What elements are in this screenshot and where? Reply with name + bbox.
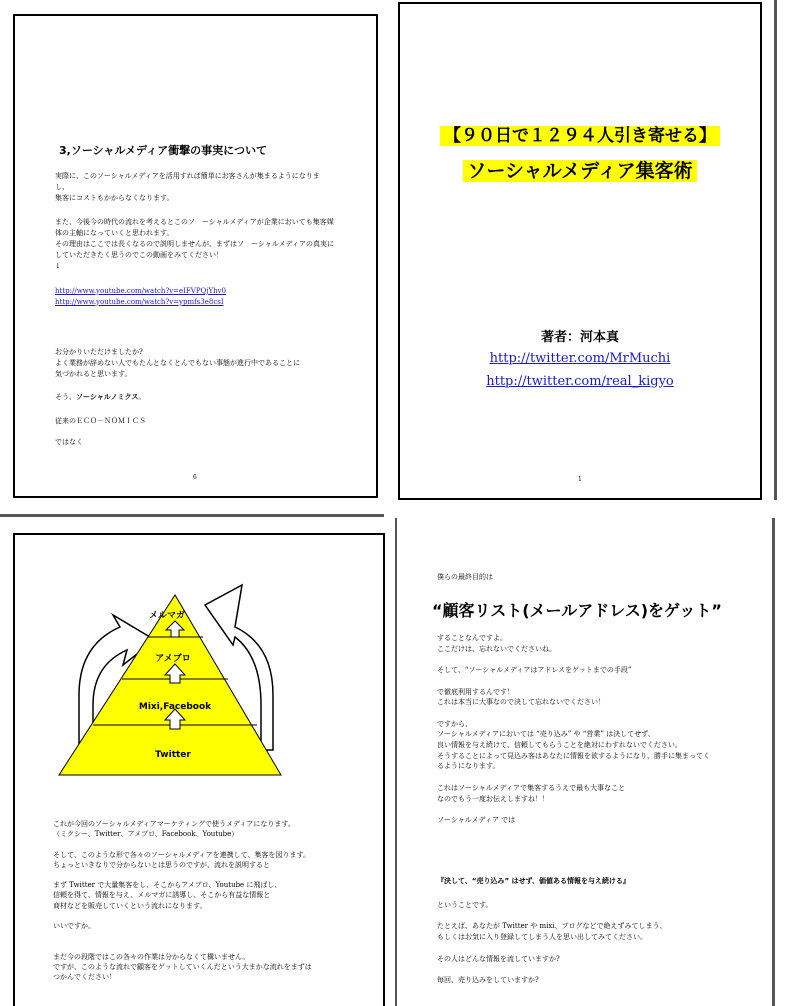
text-line: ↓ — [55, 262, 61, 270]
vertical-divider-right — [774, 0, 777, 500]
youtube-link-2[interactable]: http://www.youtube.com/watch?v=ypmfs3e8csI — [55, 298, 224, 306]
text-line: つかんでください！ — [53, 973, 116, 982]
title-page — [398, 2, 762, 500]
text-line: その理由はここでは長くなるので説明しませんが、まずはソ ーシャルメディアの真実に — [55, 240, 334, 248]
text-line: 実際に、このソーシャルメディアを活用すれば簡単にお客さんが集まるようになりま — [55, 172, 320, 180]
text-line — [437, 804, 710, 815]
text-line: 気づかれると思います。 — [55, 370, 132, 378]
text-line: たとえば、あなたが Twitter や mixi、ブログなどで絶えずみてしまう、 — [437, 922, 667, 931]
text-line: 信頼を得て、情報を与え、メルマガに誘導し、そこから有益な情報と — [53, 891, 271, 900]
intro-line: 僕らの最終目的は — [437, 573, 493, 581]
text-line: （ミクシー、Twitter、アメブロ、Facebook、Youtube） — [53, 830, 239, 839]
text-line: ここだけは、忘れないでくださいね。 — [437, 644, 556, 653]
text-line — [53, 911, 312, 921]
not-line: ではなく — [55, 438, 83, 446]
text-line: 体の主軸になっていくと思われます。 — [55, 229, 174, 237]
vertical-divider-mid — [395, 518, 397, 1006]
text-line: ソーシャルメディアにおいては “売り込み” や “営業” は決してせず、 — [437, 730, 655, 739]
text-line: いいですか。 — [53, 922, 95, 931]
document-page-6 — [13, 14, 378, 498]
title-highlight-1: 【９０日で１２９４人引き寄せる】 — [440, 126, 720, 146]
key-principle: 『決して、“売り込み” はせず、価値ある情報を与え続ける』 — [437, 877, 630, 885]
youtube-links — [55, 286, 226, 308]
paragraph-3 — [55, 347, 300, 380]
body-text — [53, 819, 312, 982]
text-line — [437, 676, 710, 687]
text-line: 毎回、売り込みをしていますか? — [437, 975, 539, 984]
body-text-1 — [437, 633, 710, 826]
socionomics-line — [55, 392, 145, 403]
text-line: ちょっといきなりで分からないとは思うのですが、流れを説明すると — [53, 860, 270, 869]
text-line: そして、このような形で各々のソーシャルメディアを連携して、集客を図ります。 — [53, 850, 310, 859]
text-line — [53, 931, 312, 941]
text-line: まず Twitter で大量集客をし、そこからアメブロ、Youtube に飛ばし、 — [53, 881, 282, 890]
text-line — [53, 870, 312, 880]
pyramid-label-mixi-facebook: Mixi,Facebook — [138, 702, 212, 712]
text-line: ですが、このような流れで顧客をゲットしていくんだという大まかな流れをまずは — [53, 962, 312, 971]
author-name: 著者：河本真 — [540, 330, 619, 345]
book-title-line-2 — [400, 156, 760, 183]
text-line: なのでもう一度お伝えしますね！！ — [437, 794, 549, 803]
text-suffix: 。 — [138, 393, 146, 401]
pyramid-label-ameblo: アメブロ — [155, 654, 191, 664]
paragraph-2 — [55, 217, 334, 272]
text-line: また、今後今の時代の流れを考えるとこのソ ーシャルメディアが企業においても集客媒 — [55, 218, 334, 226]
text-line: することなんですよ。 — [437, 634, 507, 642]
text-line — [437, 964, 667, 975]
twitter-link-1[interactable]: http://twitter.com/MrMuchi — [489, 351, 671, 366]
media-pyramid-page — [13, 533, 385, 1006]
page-number: 6 — [193, 474, 197, 481]
goal-heading: “顧客リスト(メールアドレス)をゲット” — [432, 601, 722, 620]
vertical-divider-far-right — [772, 518, 775, 1006]
text-line: そして、“ソーシャルメディアはアドレスをゲットまでの手段” — [437, 666, 632, 675]
text-line: 良い情報を与え続けて、信頼してもらうことを絶対にわすれないでください。 — [437, 741, 682, 750]
text-line: これは本当に大事なので決して忘れないでください！ — [437, 698, 605, 707]
text-line: その人はどんな情報を流していますか? — [437, 954, 560, 963]
youtube-link-1[interactable]: http://www.youtube.com/watch?v=eIFVPQjYhv0 — [55, 287, 226, 295]
text-line — [437, 772, 710, 783]
title-highlight-2: ソーシャルメディア集客術 — [463, 160, 696, 182]
body-text-2 — [437, 900, 667, 986]
page-number: 1 — [578, 476, 582, 483]
socionomics-term: ソーシャルノミクス — [76, 393, 139, 401]
section-heading: 3,ソーシャルメディア衝撃の事実について — [59, 144, 267, 157]
horizontal-divider — [0, 514, 384, 517]
twitter-link-2[interactable]: http://twitter.com/real_kigyo — [486, 374, 674, 389]
text-line: よく業務が辞めない人でもたんとなくとんでもない事態が進行中であることに — [55, 359, 300, 367]
text-line — [437, 708, 710, 719]
text-prefix: そう、 — [55, 393, 76, 401]
pyramid-label-mailmag: メルマガ — [148, 611, 186, 621]
media-pyramid-diagram — [15, 535, 387, 795]
final-goal-page — [404, 520, 770, 1006]
text-line: これが今回のソーシャルメディアマーケティングで使うメディアになります。 — [53, 820, 295, 828]
text-line: これはソーシャルメディアで集客するうえで最も大事なこと — [437, 783, 626, 792]
text-line: していただきたく思うのでこの動画をみてください！ — [55, 251, 223, 259]
text-line: ということです。 — [437, 901, 493, 909]
text-line — [437, 654, 710, 665]
text-line: で徹底利用するんです！ — [437, 687, 514, 696]
text-line — [437, 943, 667, 954]
text-line: お分かりいただけましたか? — [55, 348, 143, 356]
text-line: そうすることによって見込み客はあなたに情報を欲するようになり、勝手に集まってく — [437, 751, 710, 760]
paragraph-1 — [55, 171, 320, 204]
book-title-line-1 — [400, 121, 760, 146]
text-line — [437, 911, 667, 922]
economics-line: 従来のＥＣＯ－ＮＯＭＩＣＳ — [55, 417, 146, 425]
text-line: ソーシャルメディア では — [437, 815, 516, 824]
text-line — [53, 839, 312, 849]
text-line: 集客にコストもかからなくなります。 — [55, 194, 174, 202]
text-line: し、 — [55, 183, 69, 191]
text-line: 商材などを販売していくという流れになります。 — [53, 901, 207, 910]
text-line: ですから、 — [437, 719, 472, 728]
text-line: もしくはお気に入り登録してしまう人を思い出してみてください。 — [437, 933, 647, 942]
text-line: るようになります。 — [437, 762, 500, 771]
text-line — [53, 941, 312, 951]
pyramid-label-twitter: Twitter — [155, 750, 191, 760]
text-line: まだ今の段階ではこの各々の作業は分からなくて構いません。 — [53, 952, 250, 961]
